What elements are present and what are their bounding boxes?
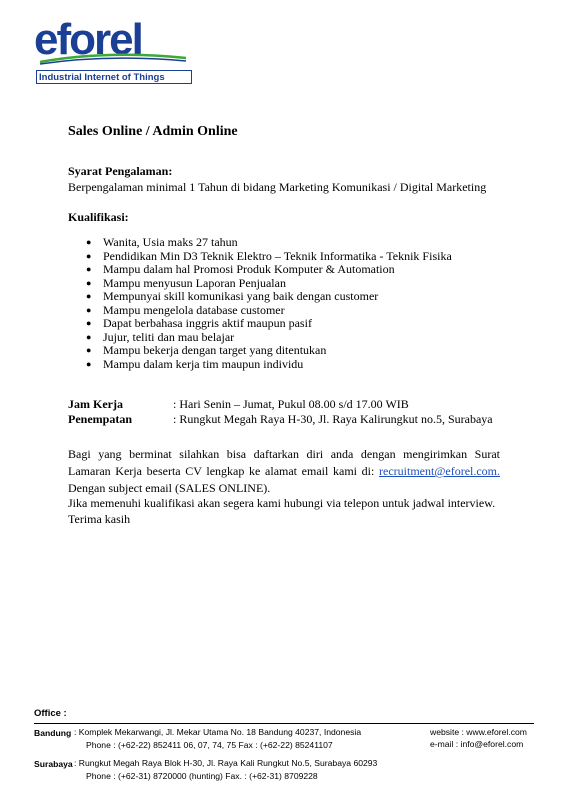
footer-divider [34,723,534,724]
bullet-icon: ● [86,358,92,369]
list-item: ● Dapat berbahasa inggris aktif maupun pasif [86,316,312,330]
list-item: ● Mampu menyusun Laporan Penjualan [86,275,286,290]
list-item: ● Mampu bekerja dengan target yang ditentukan [86,343,327,357]
job-title: Sales Online / Admin Online [68,124,238,139]
recruitment-email-link[interactable]: recruitment@eforel.com. [379,464,501,478]
bullet-icon: ● [86,345,92,355]
list-item: ● Mampu dalam kerja tim maupun individu [86,356,304,371]
qualifications-heading: Kualifikasi: [68,210,129,224]
list-item: ● Jujur, teliti dan mau belajar [86,329,235,344]
work-hours-value: : Hari Senin – Jumat, Pukul 08.00 s/d 17.00 WIB [173,397,409,411]
bullet-icon: ● [86,331,92,342]
bandung-address: : Komplek Mekarwangi, Jl. Mekar Utama No. 18 Bandung 40237, Indonesia [74,727,362,737]
placement-value: : Rungkut Megah Raya H-30, Jl. Raya Kalirungkut no.5, Surabaya [173,412,493,426]
bullet-icon: ● [86,237,92,247]
bandung-label: Bandung [34,728,72,738]
bullet-icon: ● [86,318,92,328]
closing-text: Terima kasih [68,512,131,526]
list-item: ● Mampu mengelola database customer [86,302,285,317]
list-item: ● Mempunyai skill komunikasi yang baik dengan customer [86,289,379,303]
work-hours-label: Jam Kerja [68,397,123,411]
list-item: ● Wanita, Usia maks 27 tahun [86,235,238,249]
application-paragraph: Bagi yang berminat silahkan bisa daftarkan diri anda dengan mengirimkan Surat Lamaran Kerja beserta CV lengkap ke alamat email kami di: recruitment@eforel.com. Dengan subject email (SALES ONLINE). [68,447,501,495]
surabaya-label: Surabaya [34,759,73,769]
logo-tagline: Industrial Internet of Things [36,70,192,84]
bullet-icon: ● [86,304,92,315]
placement-label: Penempatan [68,412,132,426]
bullet-icon: ● [86,291,92,301]
bullet-icon: ● [86,277,92,288]
logo-swoosh-icon [38,52,188,66]
surabaya-phone: Phone : (+62-31) 8720000 (hunting) Fax. : (+62-31) 8709228 [86,771,318,781]
experience-text: Berpengalaman minimal 1 Tahun di bidang Marketing Komunikasi / Digital Marketing [68,180,487,194]
experience-heading: Syarat Pengalaman: [68,164,173,178]
website-info: website : www.eforel.com [430,727,527,737]
bullet-icon: ● [86,264,92,274]
office-label: Office : [34,708,67,719]
email-info: e-mail : info@eforel.com [430,739,524,749]
qualifications-list [86,236,452,371]
interview-text: Jika memenuhi kualifikasi akan segera kami hubungi via telepon untuk jadwal interview. [68,496,496,510]
list-item: ● Pendidikan Min D3 Teknik Elektro – Teknik Informatika - Teknik Fisika [86,248,452,263]
surabaya-address: : Rungkut Megah Raya Blok H-30, Jl. Raya Kali Rungkut No.5, Surabaya 60293 [74,758,378,768]
list-item: ● Mampu dalam hal Promosi Produk Komputer & Automation [86,262,395,276]
company-logo [34,14,194,84]
bullet-icon: ● [86,250,92,261]
bandung-phone: Phone : (+62-22) 852411 06, 07, 74, 75 Fax : (+62-22) 85241107 [86,740,333,750]
logo-wordmark: eforel [34,15,142,64]
